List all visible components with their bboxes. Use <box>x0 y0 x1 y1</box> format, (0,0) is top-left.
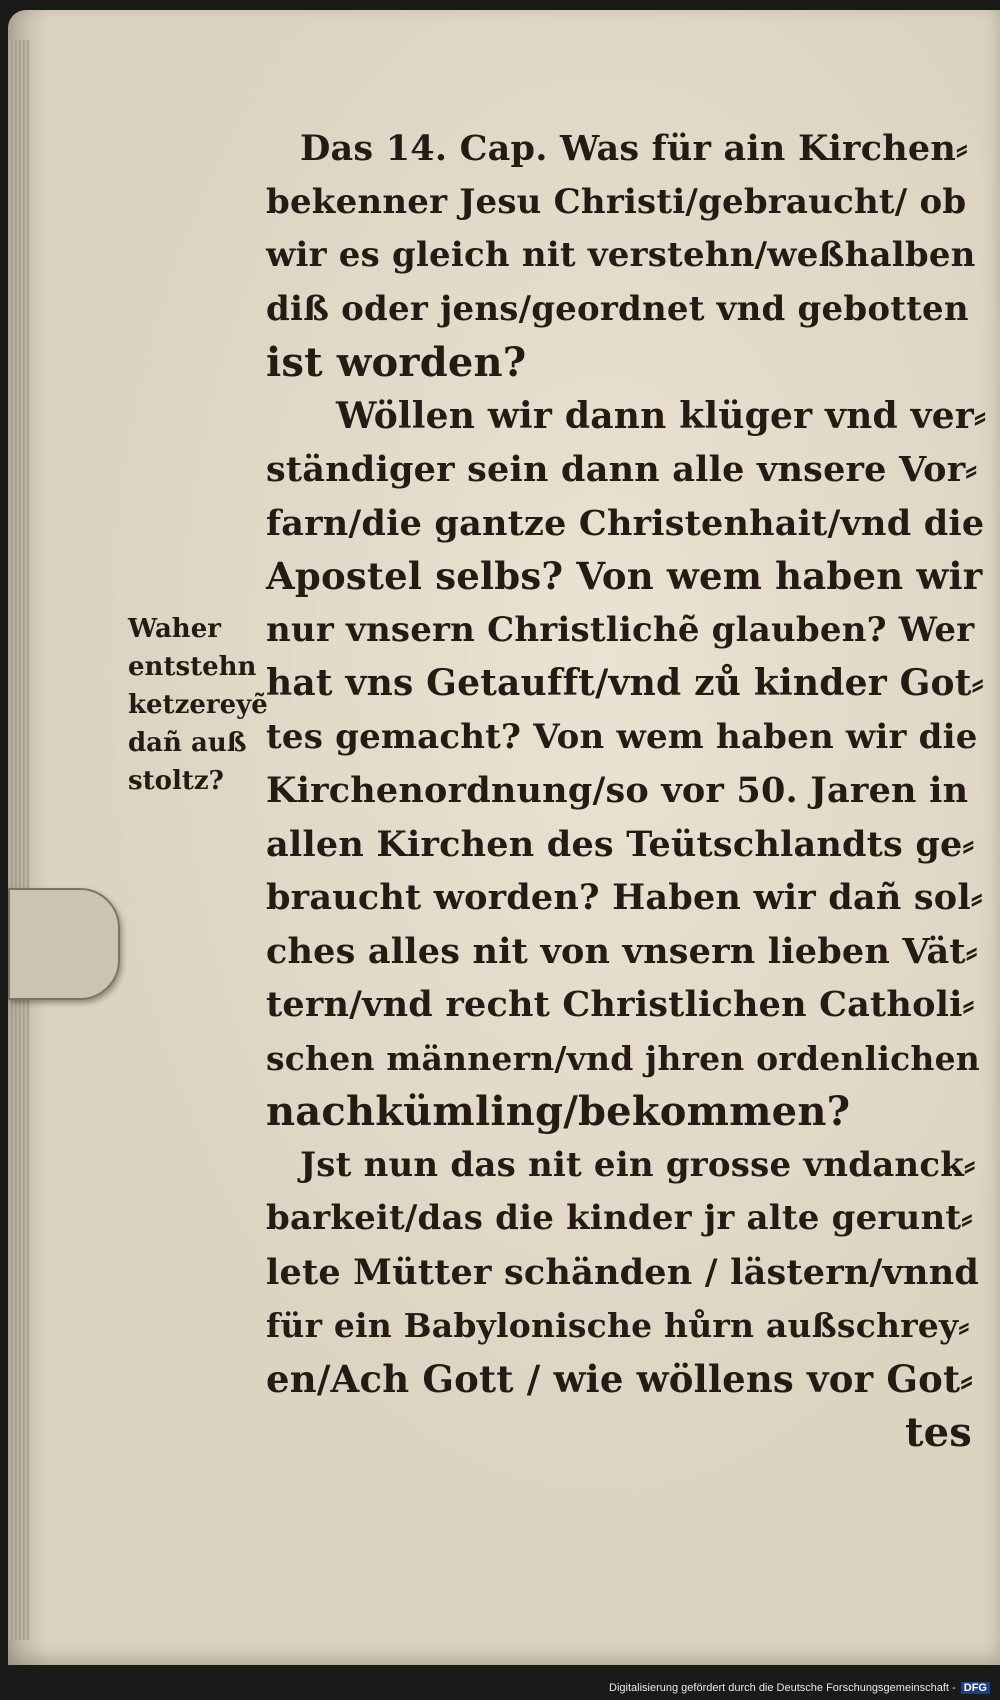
text-line: Jst nun das nit ein grosse vndanck⸗ <box>300 1144 976 1185</box>
page-edges <box>8 40 30 1640</box>
margin-note-line: stoltz? <box>128 766 224 796</box>
text-line: für ein Babylonische hůrn außschrey⸗ <box>266 1306 970 1345</box>
text-line: en/Ach Gott / wie wöllens vor Got⸗ <box>266 1356 973 1401</box>
text-line: ständiger sein dann alle vnsere Vor⸗ <box>266 449 978 490</box>
book-page <box>8 10 1000 1665</box>
text-line: Apostel selbs? Von wem haben wir <box>266 554 983 598</box>
text-line: ches alles nit von vnsern lieben Vät⸗ <box>266 930 978 972</box>
margin-note-line: ketzereyẽ <box>128 690 268 720</box>
credit-text: Digitalisierung gefördert durch die Deutsche Forschungsgemeinschaft - <box>609 1682 956 1694</box>
text-line: farn/die gantze Christenhait/vnd die <box>266 502 985 544</box>
text-line: lete Mütter schänden / lästern/vnnd <box>266 1251 980 1293</box>
margin-note <box>128 610 268 800</box>
text-line: Kirchenordnung/so vor 50. Jaren in <box>266 770 969 811</box>
text-line: Wöllen wir dann klüger vnd ver⸗ <box>336 394 987 437</box>
text-line: schen männern/vnd jhren ordenlichen <box>266 1038 980 1078</box>
margin-note-line: dañ auß <box>128 728 247 758</box>
catchword: tes <box>904 1409 972 1456</box>
text-line: nachkümling/bekommen? <box>266 1088 851 1135</box>
text-line: hat vns Getaufft/vnd zů kinder Got⸗ <box>266 662 984 704</box>
text-line: tern/vnd recht Christlichen Catholi⸗ <box>266 984 975 1025</box>
text-line: tes gemacht? Von wem haben wir die <box>266 716 978 757</box>
text-line: ist worden? <box>266 339 527 386</box>
digitization-credit <box>609 1682 990 1694</box>
text-line: braucht worden? Haben wir dañ sol⸗ <box>266 877 983 918</box>
margin-note-line: Waher <box>128 614 221 644</box>
text-line: nur vnsern Christlichẽ glauben? Wer <box>266 609 975 650</box>
dfg-logo: DFG <box>961 1682 990 1694</box>
margin-note-line: entstehn <box>128 652 257 682</box>
text-line: diß oder jens/geordnet vnd gebotten <box>266 288 969 329</box>
main-text-block <box>266 122 986 1460</box>
text-line: Das 14. Cap. Was für ain Kirchen⸗ <box>300 128 968 169</box>
text-line: allen Kirchen des Teütschlandts ge⸗ <box>266 823 975 865</box>
text-line: bekenner Jesu Christi/gebraucht/ ob <box>266 181 967 222</box>
book-clasp <box>8 888 120 1000</box>
text-line: barkeit/das die kinder jr alte gerunt⸗ <box>266 1198 973 1238</box>
text-line: wir es gleich nit verstehn/weßhalben <box>266 235 976 275</box>
